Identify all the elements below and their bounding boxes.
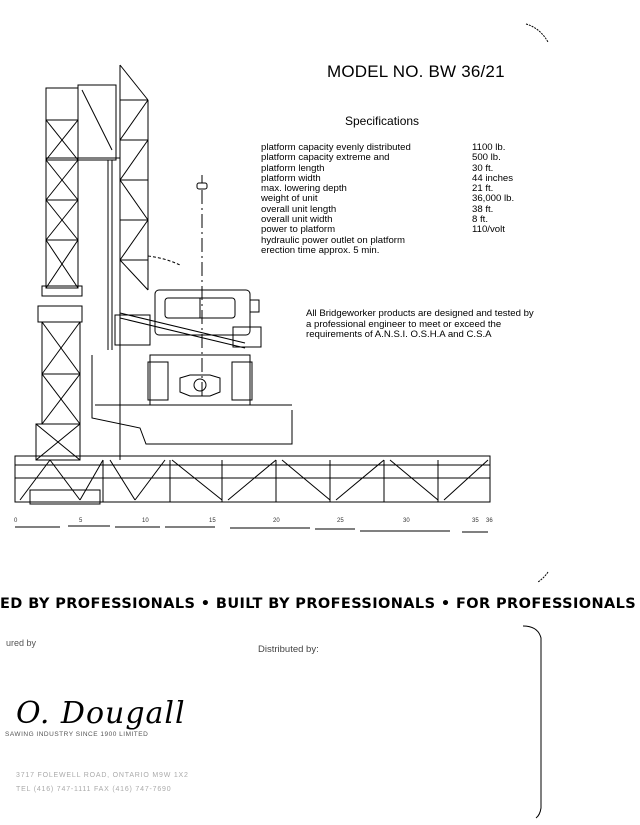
right-mast bbox=[108, 65, 148, 460]
spec-value: 8 ft. bbox=[472, 214, 488, 226]
brand-tagline: SAWING INDUSTRY SINCE 1900 LIMITED bbox=[5, 731, 149, 738]
spec-value: 38 ft. bbox=[472, 203, 494, 215]
slogan-banner: ED BY PROFESSIONALS • BUILT BY PROFESSIONALS • FOR PROFESSIONALS bbox=[0, 596, 637, 612]
specifications-title: Specifications bbox=[345, 114, 420, 128]
spec-value: 1100 lb. bbox=[472, 142, 506, 153]
scale-label: 10 bbox=[142, 518, 149, 524]
spec-label: max. lowering depth bbox=[261, 183, 347, 195]
model-number: MODEL NO. BW 36/21 bbox=[327, 62, 505, 81]
scale-label: 5 bbox=[79, 518, 83, 524]
platform-truss bbox=[15, 456, 490, 504]
scale-label: 15 bbox=[209, 518, 216, 524]
distributed-by-label: Distributed by: bbox=[258, 644, 319, 655]
manufactured-by-label: ured by bbox=[6, 638, 37, 648]
spec-label: power to platform bbox=[261, 224, 336, 236]
address-line: 3717 FOLEWELL ROAD, ONTARIO M9W 1X2 bbox=[16, 772, 189, 779]
scale-label: 36 bbox=[486, 518, 493, 524]
top-frame bbox=[78, 85, 116, 160]
spec-value: 110/volt bbox=[472, 224, 505, 236]
spec-value: 30 ft. bbox=[472, 162, 494, 174]
left-mast bbox=[36, 88, 82, 460]
spec-label: overall unit width bbox=[261, 214, 333, 226]
spec-row bbox=[261, 246, 514, 256]
scale-label: 35 bbox=[472, 518, 479, 524]
scale-label: 20 bbox=[273, 518, 280, 524]
spec-label: platform width bbox=[261, 172, 321, 184]
spec-label: platform capacity extreme and bbox=[261, 152, 390, 164]
spec-label: platform capacity evenly distributed bbox=[261, 142, 411, 153]
scale-label: 30 bbox=[403, 518, 410, 524]
compliance-note: All Bridgeworker products are designed and tested by a professional engineer to meet or exceed the requirements of A.N.S.I. O.S.H.A and C.S.A bbox=[306, 308, 534, 340]
brand-logo: O. Dougall bbox=[16, 696, 186, 731]
spec-label: weight of unit bbox=[261, 193, 318, 205]
spec-label: platform length bbox=[261, 162, 325, 174]
spec-label: hydraulic power outlet on platform bbox=[261, 234, 405, 246]
spec-label: overall unit length bbox=[261, 203, 337, 215]
scale-bar bbox=[15, 526, 488, 532]
scale-label: 0 bbox=[14, 518, 18, 524]
specifications-table bbox=[261, 143, 514, 256]
spec-value: 21 ft. bbox=[472, 183, 494, 195]
scale-label: 25 bbox=[337, 518, 344, 524]
spec-label: erection time approx. 5 min. bbox=[261, 244, 380, 256]
contact-line: TEL (416) 747-1111 FAX (416) 747-7690 bbox=[16, 786, 172, 793]
spec-value: 36,000 lb. bbox=[472, 193, 515, 205]
truck bbox=[92, 290, 292, 444]
spec-value: 500 lb. bbox=[472, 152, 501, 164]
spec-value: 44 inches bbox=[472, 172, 514, 184]
